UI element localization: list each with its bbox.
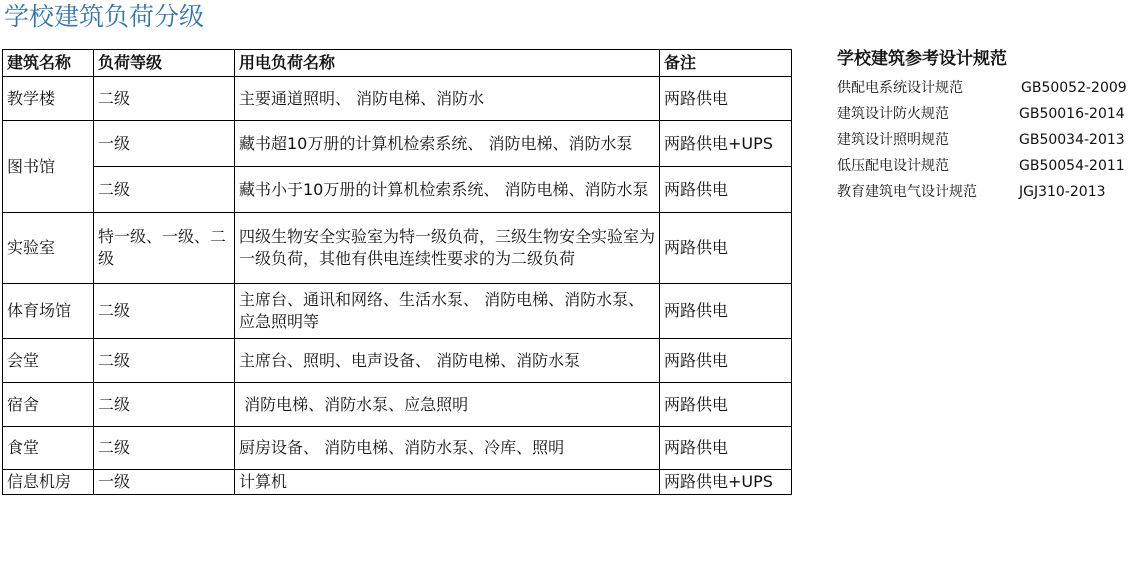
cell-level: 二级	[94, 383, 235, 427]
cell-level: 一级	[94, 470, 235, 495]
cell-loads: 消防电梯、消防水泵、应急照明	[235, 383, 660, 427]
reference-name: 建筑设计照明规范	[837, 132, 949, 148]
table-row	[3, 121, 792, 167]
reference-code: GB50016-2014	[1019, 106, 1125, 122]
cell-level: 特一级、一级、二级	[94, 213, 235, 284]
cell-loads: 四级生物安全实验室为特一级负荷，三级生物安全实验室为一级负荷，其他有供电连续性要求的为二级负荷	[235, 213, 660, 284]
cell-note: 两路供电+UPS	[660, 470, 792, 495]
reference-code: JGJ310-2013	[1019, 184, 1106, 200]
header-load-name: 用电负荷名称	[235, 50, 660, 77]
cell-note: 两路供电	[660, 427, 792, 470]
cell-building: 图书馆	[3, 121, 94, 213]
table-row	[3, 470, 792, 495]
page-title: 学校建筑负荷分级	[4, 2, 205, 31]
reference-name: 建筑设计防火规范	[837, 106, 949, 122]
reference-code: GB50054-2011	[1019, 158, 1125, 174]
header-building-name: 建筑名称	[3, 50, 94, 77]
cell-loads: 主席台、通讯和网络、生活水泵、 消防电梯、消防水泵、应急照明等	[235, 284, 660, 339]
cell-loads: 厨房设备、 消防电梯、消防水泵、冷库、照明	[235, 427, 660, 470]
header-load-level: 负荷等级	[94, 50, 235, 77]
reference-item	[837, 153, 1129, 179]
cell-building: 宿舍	[3, 383, 94, 427]
cell-building: 食堂	[3, 427, 94, 470]
cell-level: 二级	[94, 77, 235, 121]
load-classification-table	[2, 49, 792, 495]
table-row	[3, 383, 792, 427]
cell-loads: 主席台、照明、电声设备、 消防电梯、消防水泵	[235, 339, 660, 383]
cell-level: 二级	[94, 167, 235, 213]
table-row	[3, 339, 792, 383]
cell-level: 一级	[94, 121, 235, 167]
reference-item	[837, 127, 1129, 153]
cell-note: 两路供电	[660, 383, 792, 427]
reference-code: GB50034-2013	[1019, 132, 1125, 148]
reference-standards-title: 学校建筑参考设计规范	[837, 49, 1007, 69]
table-row	[3, 284, 792, 339]
reference-name: 教育建筑电气设计规范	[837, 184, 977, 200]
cell-note: 两路供电	[660, 77, 792, 121]
reference-item	[837, 179, 1129, 205]
cell-building: 体育场馆	[3, 284, 94, 339]
cell-building: 实验室	[3, 213, 94, 284]
cell-note: 两路供电	[660, 339, 792, 383]
cell-loads: 藏书小于10万册的计算机检索系统、 消防电梯、消防水泵	[235, 167, 660, 213]
table-row	[3, 167, 792, 213]
cell-level: 二级	[94, 427, 235, 470]
reference-item	[837, 101, 1129, 127]
reference-code: GB50052-2009	[1021, 80, 1127, 96]
reference-name: 低压配电设计规范	[837, 158, 949, 174]
table-header-row	[3, 50, 792, 77]
table-row	[3, 77, 792, 121]
cell-note: 两路供电	[660, 167, 792, 213]
cell-note: 两路供电	[660, 213, 792, 284]
reference-name: 供配电系统设计规范	[837, 80, 963, 96]
cell-loads: 计算机	[235, 470, 660, 495]
table-row	[3, 213, 792, 284]
cell-note: 两路供电+UPS	[660, 121, 792, 167]
cell-level: 二级	[94, 284, 235, 339]
cell-loads: 藏书超10万册的计算机检索系统、 消防电梯、消防水泵	[235, 121, 660, 167]
cell-building: 会堂	[3, 339, 94, 383]
reference-item	[837, 75, 1129, 101]
cell-loads: 主要通道照明、 消防电梯、消防水	[235, 77, 660, 121]
cell-building: 教学楼	[3, 77, 94, 121]
cell-building: 信息机房	[3, 470, 94, 495]
cell-note: 两路供电	[660, 284, 792, 339]
reference-standards-panel	[837, 47, 1129, 205]
cell-level: 二级	[94, 339, 235, 383]
header-note: 备注	[660, 50, 792, 77]
table-row	[3, 427, 792, 470]
